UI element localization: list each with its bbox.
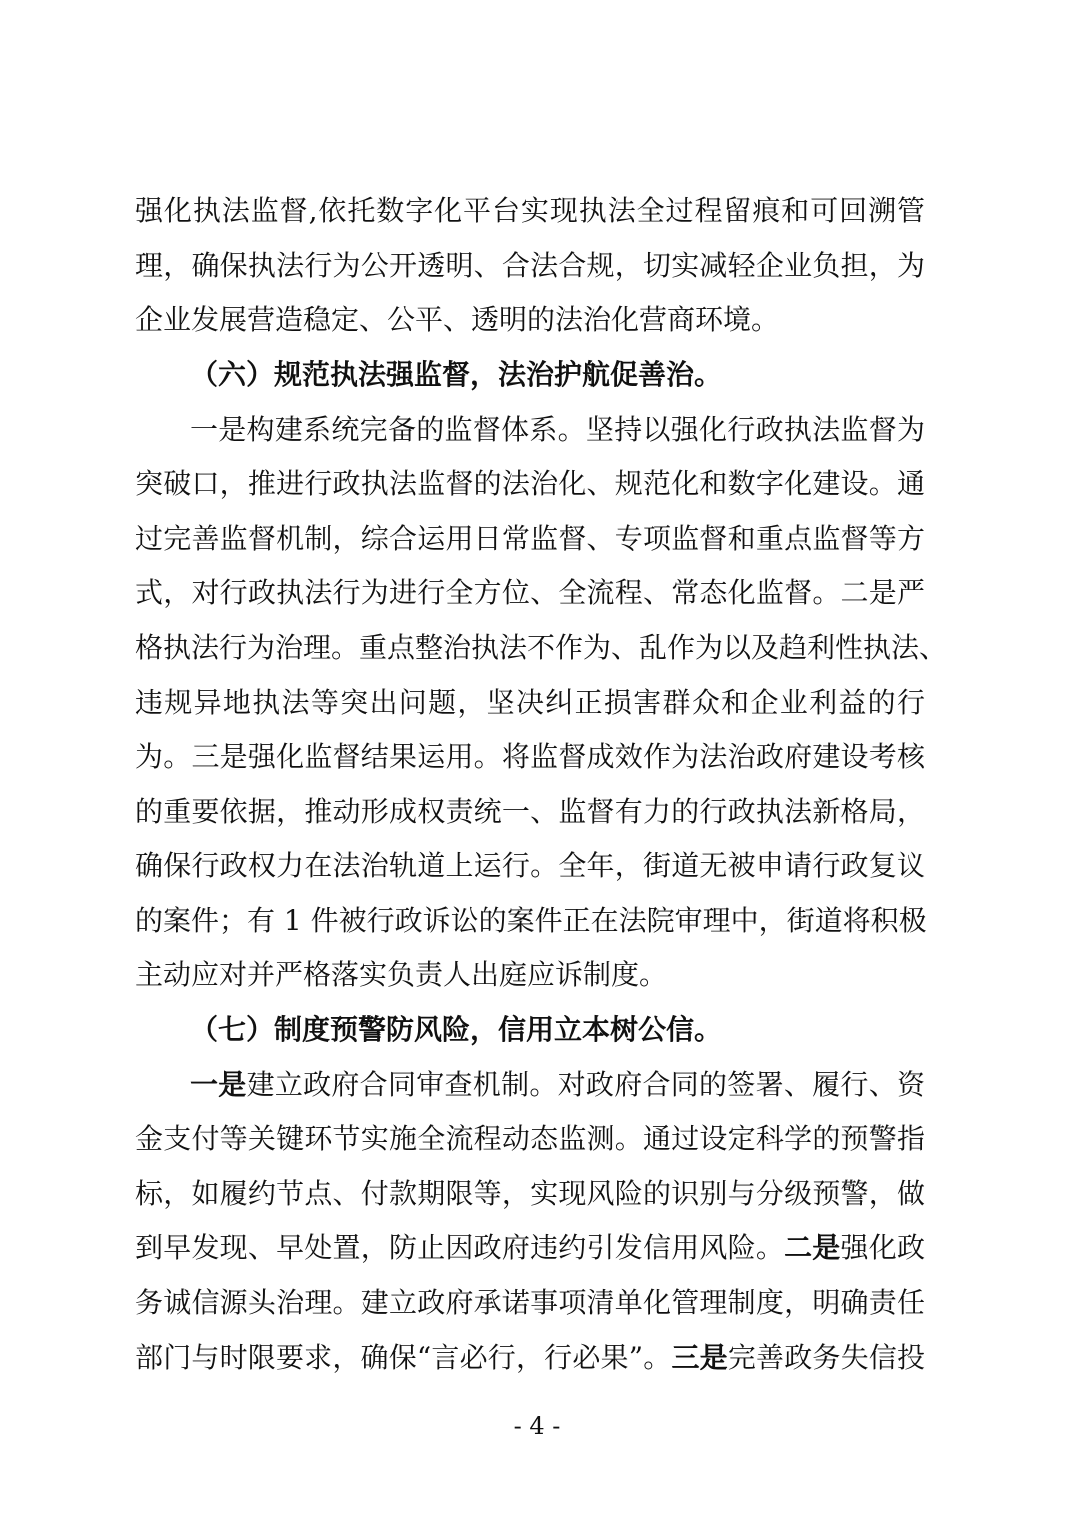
paragraph-line: 标，如履约节点、付款期限等，实现风险的识别与分级预警，做 (135, 1177, 925, 1210)
paragraph-line (190, 1065, 925, 1105)
text-run: 部门与时限要求，确保“言必行，行必果”。 (135, 1341, 672, 1374)
paragraph-line (135, 1338, 925, 1378)
bold-lead: 三是 (671, 1341, 728, 1374)
bold-lead: 一是 (190, 1068, 247, 1101)
paragraph-line: 企业发展营造稳定、公平、透明的法治化营商环境。 (135, 303, 780, 336)
bold-lead: 二是 (784, 1231, 841, 1264)
paragraph-line: 金支付等关键环节实施全流程动态监测。通过设定科学的预警指 (135, 1122, 925, 1155)
paragraph-line: 的重要依据，推动形成权责统一、监督有力的行政执法新格局， (135, 795, 925, 828)
text-run: 建立政府合同审查机制。对政府合同的签署、履行、资 (246, 1068, 925, 1101)
paragraph-line: 强化执法监督,依托数字化平台实现执法全过程留痕和可回溯管 (135, 194, 925, 227)
paragraph-line: 突破口，推进行政执法监督的法治化、规范化和数字化建设。通 (135, 467, 925, 500)
paragraph-line: 的案件；有 1 件被行政诉讼的案件正在法院审理中，街道将积极 (135, 904, 927, 937)
paragraph-line: 式，对行政执法行为进行全方位、全流程、常态化监督。二是严 (135, 576, 925, 609)
paragraph-line (135, 1228, 925, 1268)
section-heading-7: （七）制度预警防风险，信用立本树公信。 (190, 1013, 723, 1046)
text-run: 强化政 (840, 1231, 925, 1264)
paragraph-line: 主动应对并严格落实负责人出庭应诉制度。 (135, 958, 668, 991)
paragraph-line: 确保行政权力在法治轨道上运行。全年，街道无被申请行政复议 (135, 849, 925, 882)
paragraph-line: 理，确保执法行为公开透明、合法合规，切实减轻企业负担，为 (135, 249, 925, 282)
paragraph-line: 务诚信源头治理。建立政府承诺事项清单化管理制度，明确责任 (135, 1286, 925, 1319)
page-number: - 4 - (513, 1412, 561, 1440)
paragraph-line: 为。三是强化监督结果运用。将监督成效作为法治政府建设考核 (135, 740, 925, 773)
paragraph-line: 违规异地执法等突出问题，坚决纠正损害群众和企业利益的行 (135, 686, 925, 719)
paragraph-line: 格执法行为治理。重点整治执法不作为、乱作为以及趋利性执法、 (135, 631, 948, 664)
text-run: 完善政务失信投 (727, 1341, 925, 1374)
paragraph-line: 过完善监督机制，综合运用日常监督、专项监督和重点监督等方 (135, 522, 925, 555)
paragraph-line: 一是构建系统完备的监督体系。坚持以强化行政执法监督为 (190, 413, 925, 446)
section-heading-6: （六）规范执法强监督，法治护航促善治。 (190, 358, 723, 391)
text-run: 到早发现、早处置，防止因政府违约引发信用风险。 (135, 1231, 785, 1264)
